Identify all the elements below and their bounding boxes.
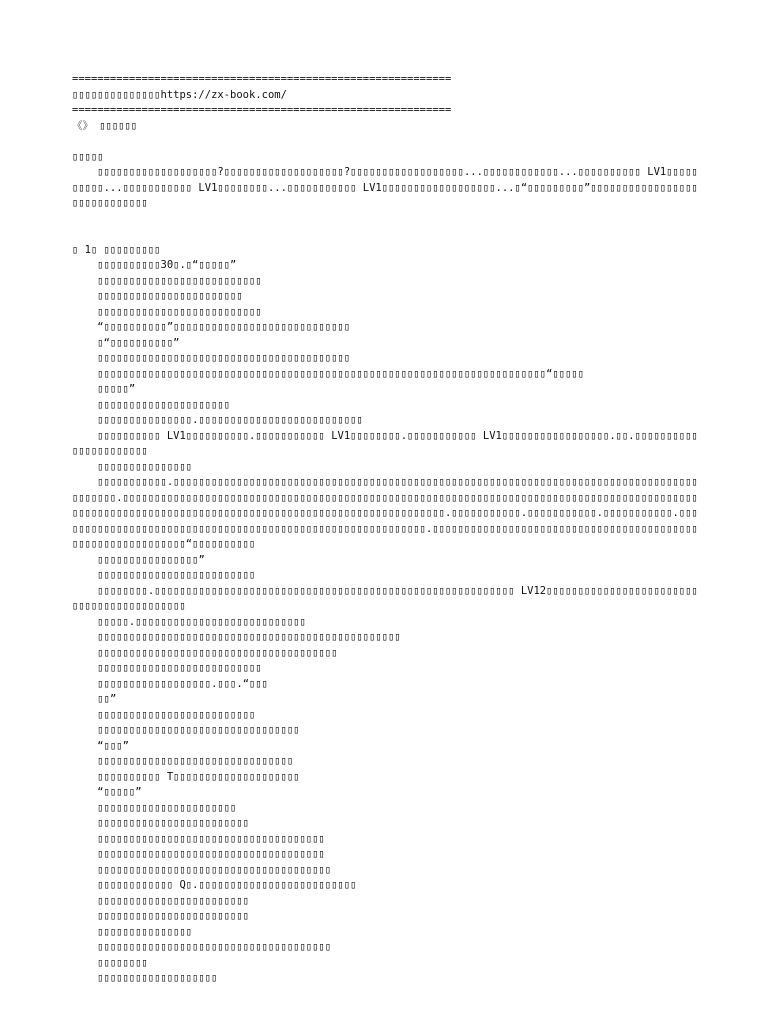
text-line: ▯▯▯▯▯▯▯▯▯▯▯▯▯▯▯.▯▯▯▯▯▯▯▯▯▯▯▯▯▯▯▯▯▯▯▯▯▯▯▯▯▯ <box>72 414 363 426</box>
text-line <box>72 212 702 228</box>
text-line: ▯▯▯▯▯▯▯▯▯▯▯▯▯▯▯▯▯▯▯▯▯▯▯▯▯▯ <box>72 305 262 318</box>
text-line: ▯“▯▯▯▯▯▯▯▯▯▯” <box>72 336 180 349</box>
text-line: ▯▯▯▯▯▯▯▯▯▯▯▯▯▯▯▯▯▯▯?▯▯▯▯▯▯▯▯▯▯▯▯▯▯▯▯▯▯▯?▯▯▯▯▯▯▯▯▯▯▯▯▯▯▯▯▯▯...▯▯▯▯▯▯▯▯▯▯▯▯...▯▯▯▯▯▯▯▯▯▯ LV1▯▯▯▯▯▯▯▯▯▯...▯▯▯▯▯▯▯▯▯▯▯ LV1▯▯▯▯▯▯▯▯...▯▯▯▯▯▯▯▯▯▯▯ LV1▯▯▯▯▯▯▯▯▯▯▯▯▯▯▯▯▯▯...▯“▯▯▯▯▯▯▯▯▯”▯▯▯▯▯▯▯▯▯▯▯▯▯▯▯▯▯▯▯▯▯▯▯▯▯▯▯▯▯ <box>72 166 698 209</box>
text-line: ▯▯” <box>72 693 117 705</box>
text-line: ▯▯▯▯▯▯▯▯▯▯▯▯▯▯▯▯▯▯▯▯▯▯▯▯ <box>72 817 250 829</box>
text-line: ▯▯▯▯▯▯▯▯▯▯▯▯▯▯▯▯▯▯▯▯▯▯▯▯▯▯▯▯▯▯▯▯▯▯▯▯▯▯▯▯▯▯▯▯▯▯▯▯ <box>72 631 401 643</box>
text-line: ▯▯▯▯▯▯▯▯.▯▯▯▯▯▯▯▯▯▯▯▯▯▯▯▯▯▯▯▯▯▯▯▯▯▯▯▯▯▯▯▯▯▯▯▯▯▯▯▯▯▯▯▯▯▯▯▯▯▯▯▯▯▯▯▯▯ LV12▯▯▯▯▯▯▯▯▯▯▯▯▯▯▯▯▯▯▯▯▯▯▯▯▯▯▯▯▯▯▯▯▯▯▯▯▯▯▯▯▯▯ <box>72 584 698 612</box>
text-line: ▯▯▯▯▯▯▯▯▯▯▯▯▯▯▯ <box>72 460 193 473</box>
text-line: ▯▯▯▯▯▯▯▯▯▯▯▯▯▯▯▯▯▯▯▯▯ <box>72 398 231 411</box>
text-line: ▯▯▯▯▯▯▯▯▯▯▯▯▯▯▯▯▯▯▯▯▯▯▯▯▯▯▯▯▯▯▯▯▯▯▯▯▯ <box>72 863 332 876</box>
text-line: ▯▯▯▯▯▯▯▯▯▯▯▯▯▯▯▯▯▯▯▯▯▯▯▯▯ <box>72 708 256 721</box>
text-line: ▯▯▯▯▯▯▯▯▯▯▯▯▯▯https://zx-book.com/ <box>72 88 287 101</box>
text-line: ▯▯▯▯▯▯▯▯▯▯▯▯▯▯▯▯▯▯▯▯▯▯▯▯▯▯▯▯▯▯▯▯▯▯▯▯▯▯ <box>72 646 338 659</box>
text-line: ▯▯▯▯▯▯▯▯▯▯ T▯▯▯▯▯▯▯▯▯▯▯▯▯▯▯▯▯▯▯▯ <box>72 770 300 783</box>
text-line: ▯▯▯▯▯▯▯▯▯▯▯▯▯▯▯ <box>72 925 193 938</box>
text-line: 《》 ▯▯▯▯▯▯ <box>72 119 138 132</box>
text-line: ▯▯▯▯▯▯▯▯▯▯▯▯▯▯▯▯▯▯▯▯▯▯▯▯▯▯▯▯▯▯▯▯▯▯▯▯▯ <box>72 941 332 953</box>
text-line: ▯▯▯▯▯▯▯▯▯▯▯▯▯▯▯▯▯▯▯▯▯▯▯ <box>72 290 243 302</box>
text-line: ============================================================ <box>72 104 452 116</box>
text-line: ▯▯▯▯▯▯▯▯▯▯▯▯▯▯▯▯” <box>72 553 205 566</box>
text-line: ▯▯▯▯▯▯▯▯▯▯▯▯▯▯▯▯▯▯▯▯▯▯▯▯▯▯▯▯▯▯▯▯▯▯▯▯▯▯▯▯ <box>72 352 351 364</box>
text-line: ▯▯▯▯▯ <box>72 150 104 163</box>
text-line: ▯▯▯▯▯▯▯▯▯▯▯▯▯▯▯▯▯▯.▯▯▯.“▯▯▯ <box>72 677 268 690</box>
text-line: ▯▯▯▯▯▯▯▯▯▯▯▯▯▯▯▯▯▯▯▯▯▯▯▯▯▯▯▯▯▯▯ <box>72 755 294 767</box>
text-line: ▯▯▯▯▯▯▯▯▯▯▯▯▯▯▯▯▯▯▯▯▯▯▯▯▯▯▯▯▯▯▯▯ <box>72 724 300 736</box>
text-line: ▯▯▯▯▯▯▯▯▯▯▯▯▯▯▯▯▯▯▯▯▯▯▯▯ <box>72 894 250 907</box>
text-line: ▯▯▯▯▯▯▯▯▯▯▯▯▯▯▯▯▯▯▯▯▯▯▯▯ <box>72 910 250 922</box>
text-line: ▯▯▯▯▯▯▯▯▯▯▯▯▯▯▯▯▯▯▯▯▯▯▯▯▯▯▯▯▯▯▯▯▯▯▯▯ <box>72 832 325 845</box>
text-line: “▯▯▯▯▯▯▯▯▯▯”▯▯▯▯▯▯▯▯▯▯▯▯▯▯▯▯▯▯▯▯▯▯▯▯▯▯▯▯ <box>72 321 351 333</box>
text-line: ▯▯▯▯▯▯▯▯▯▯▯▯▯▯▯▯▯▯▯▯▯▯▯▯▯▯▯▯▯▯▯▯▯▯▯▯ <box>72 848 325 860</box>
text-line: ▯▯▯▯▯▯▯▯▯▯▯▯▯▯▯▯▯▯▯▯▯▯▯▯▯▯ <box>72 662 262 674</box>
text-line <box>72 227 702 243</box>
text-line: ▯▯▯▯▯▯▯▯▯▯ LV1▯▯▯▯▯▯▯▯▯▯.▯▯▯▯▯▯▯▯▯▯▯ LV1▯▯▯▯▯▯▯▯.▯▯▯▯▯▯▯▯▯▯▯ LV1▯▯▯▯▯▯▯▯▯▯▯▯▯▯▯▯▯.▯▯.▯▯▯▯▯▯▯▯▯▯▯▯▯▯▯▯▯▯▯▯▯▯ <box>72 429 698 457</box>
text-line: ▯▯▯▯▯▯▯▯▯▯30▯.▯“▯▯▯▯▯” <box>72 259 237 271</box>
text-line: ▯▯▯▯▯▯▯▯▯▯▯▯▯▯▯▯▯▯▯ <box>72 972 218 984</box>
text-line: “▯▯▯▯▯” <box>72 786 142 798</box>
text-line <box>72 134 702 150</box>
text-line: ▯▯▯▯▯▯▯▯▯▯▯▯▯▯▯▯▯▯▯▯▯▯▯▯▯▯ <box>72 274 262 287</box>
text-line: ▯▯▯▯▯.▯▯▯▯▯▯▯▯▯▯▯▯▯▯▯▯▯▯▯▯▯▯▯▯▯▯▯ <box>72 615 306 628</box>
text-line: “▯▯▯” <box>72 739 129 752</box>
text-line: ▯ 1▯ ▯▯▯▯▯▯▯▯▯ <box>72 243 161 256</box>
text-line: ▯▯▯▯▯” <box>72 383 136 395</box>
text-line: ▯▯▯▯▯▯▯▯ <box>72 956 148 969</box>
text-line: ▯▯▯▯▯▯▯▯▯▯▯▯▯▯▯▯▯▯▯▯▯▯ <box>72 801 237 814</box>
document-body <box>72 72 702 987</box>
text-line: ============================================================ <box>72 73 452 85</box>
text-line: ▯▯▯▯▯▯▯▯▯▯▯▯▯▯▯▯▯▯▯▯▯▯▯▯▯▯▯▯▯▯▯▯▯▯▯▯▯▯▯▯▯▯▯▯▯▯▯▯▯▯▯▯▯▯▯▯▯▯▯▯▯▯▯▯▯▯▯▯▯▯▯“▯▯▯▯▯ <box>72 367 585 380</box>
text-line: ▯▯▯▯▯▯▯▯▯▯▯▯▯▯▯▯▯▯▯▯▯▯▯▯▯ <box>72 569 256 581</box>
text-line: ▯▯▯▯▯▯▯▯▯▯▯.▯▯▯▯▯▯▯▯▯▯▯▯▯▯▯▯▯▯▯▯▯▯▯▯▯▯▯▯▯▯▯▯▯▯▯▯▯▯▯▯▯▯▯▯▯▯▯▯▯▯▯▯▯▯▯▯▯▯▯▯▯▯▯▯▯▯▯▯▯▯▯▯▯▯▯▯▯▯▯▯▯▯▯▯▯▯▯▯▯▯.▯▯▯▯▯▯▯▯▯▯▯▯▯▯▯▯▯▯▯▯▯▯▯▯▯▯▯▯▯▯▯▯▯▯▯▯▯▯▯▯▯▯▯▯▯▯▯▯▯▯▯▯▯▯▯▯▯▯▯▯▯▯▯▯▯▯▯▯▯▯▯▯▯▯▯▯▯▯▯▯▯▯▯▯▯▯▯▯▯▯▯▯▯▯▯▯▯▯▯▯▯▯▯▯▯▯▯▯▯▯▯▯▯▯▯▯▯▯▯▯▯▯▯▯▯▯▯▯▯▯▯▯▯▯▯▯▯▯▯▯▯▯▯▯▯▯▯▯▯▯.▯▯▯▯▯▯▯▯▯▯▯.▯▯▯▯▯▯▯▯▯▯▯.▯▯▯▯▯▯▯▯▯▯▯.▯▯▯▯▯▯▯▯▯▯▯▯▯▯▯▯▯▯▯▯▯▯▯▯▯▯▯▯▯▯▯▯▯▯▯▯▯▯▯▯▯▯▯▯▯▯▯▯▯▯▯▯▯▯▯▯▯▯▯.▯▯▯▯▯▯▯▯▯▯▯▯▯▯▯▯▯▯▯▯▯▯▯▯▯▯▯▯▯▯▯▯▯▯▯▯▯▯▯▯▯▯▯▯▯▯▯▯▯▯▯▯▯▯▯▯▯▯▯▯“▯▯▯▯▯▯▯▯▯▯ <box>72 476 698 550</box>
text-line: ▯▯▯▯▯▯▯▯▯▯▯▯ Q▯.▯▯▯▯▯▯▯▯▯▯▯▯▯▯▯▯▯▯▯▯▯▯▯▯▯ <box>72 879 357 891</box>
